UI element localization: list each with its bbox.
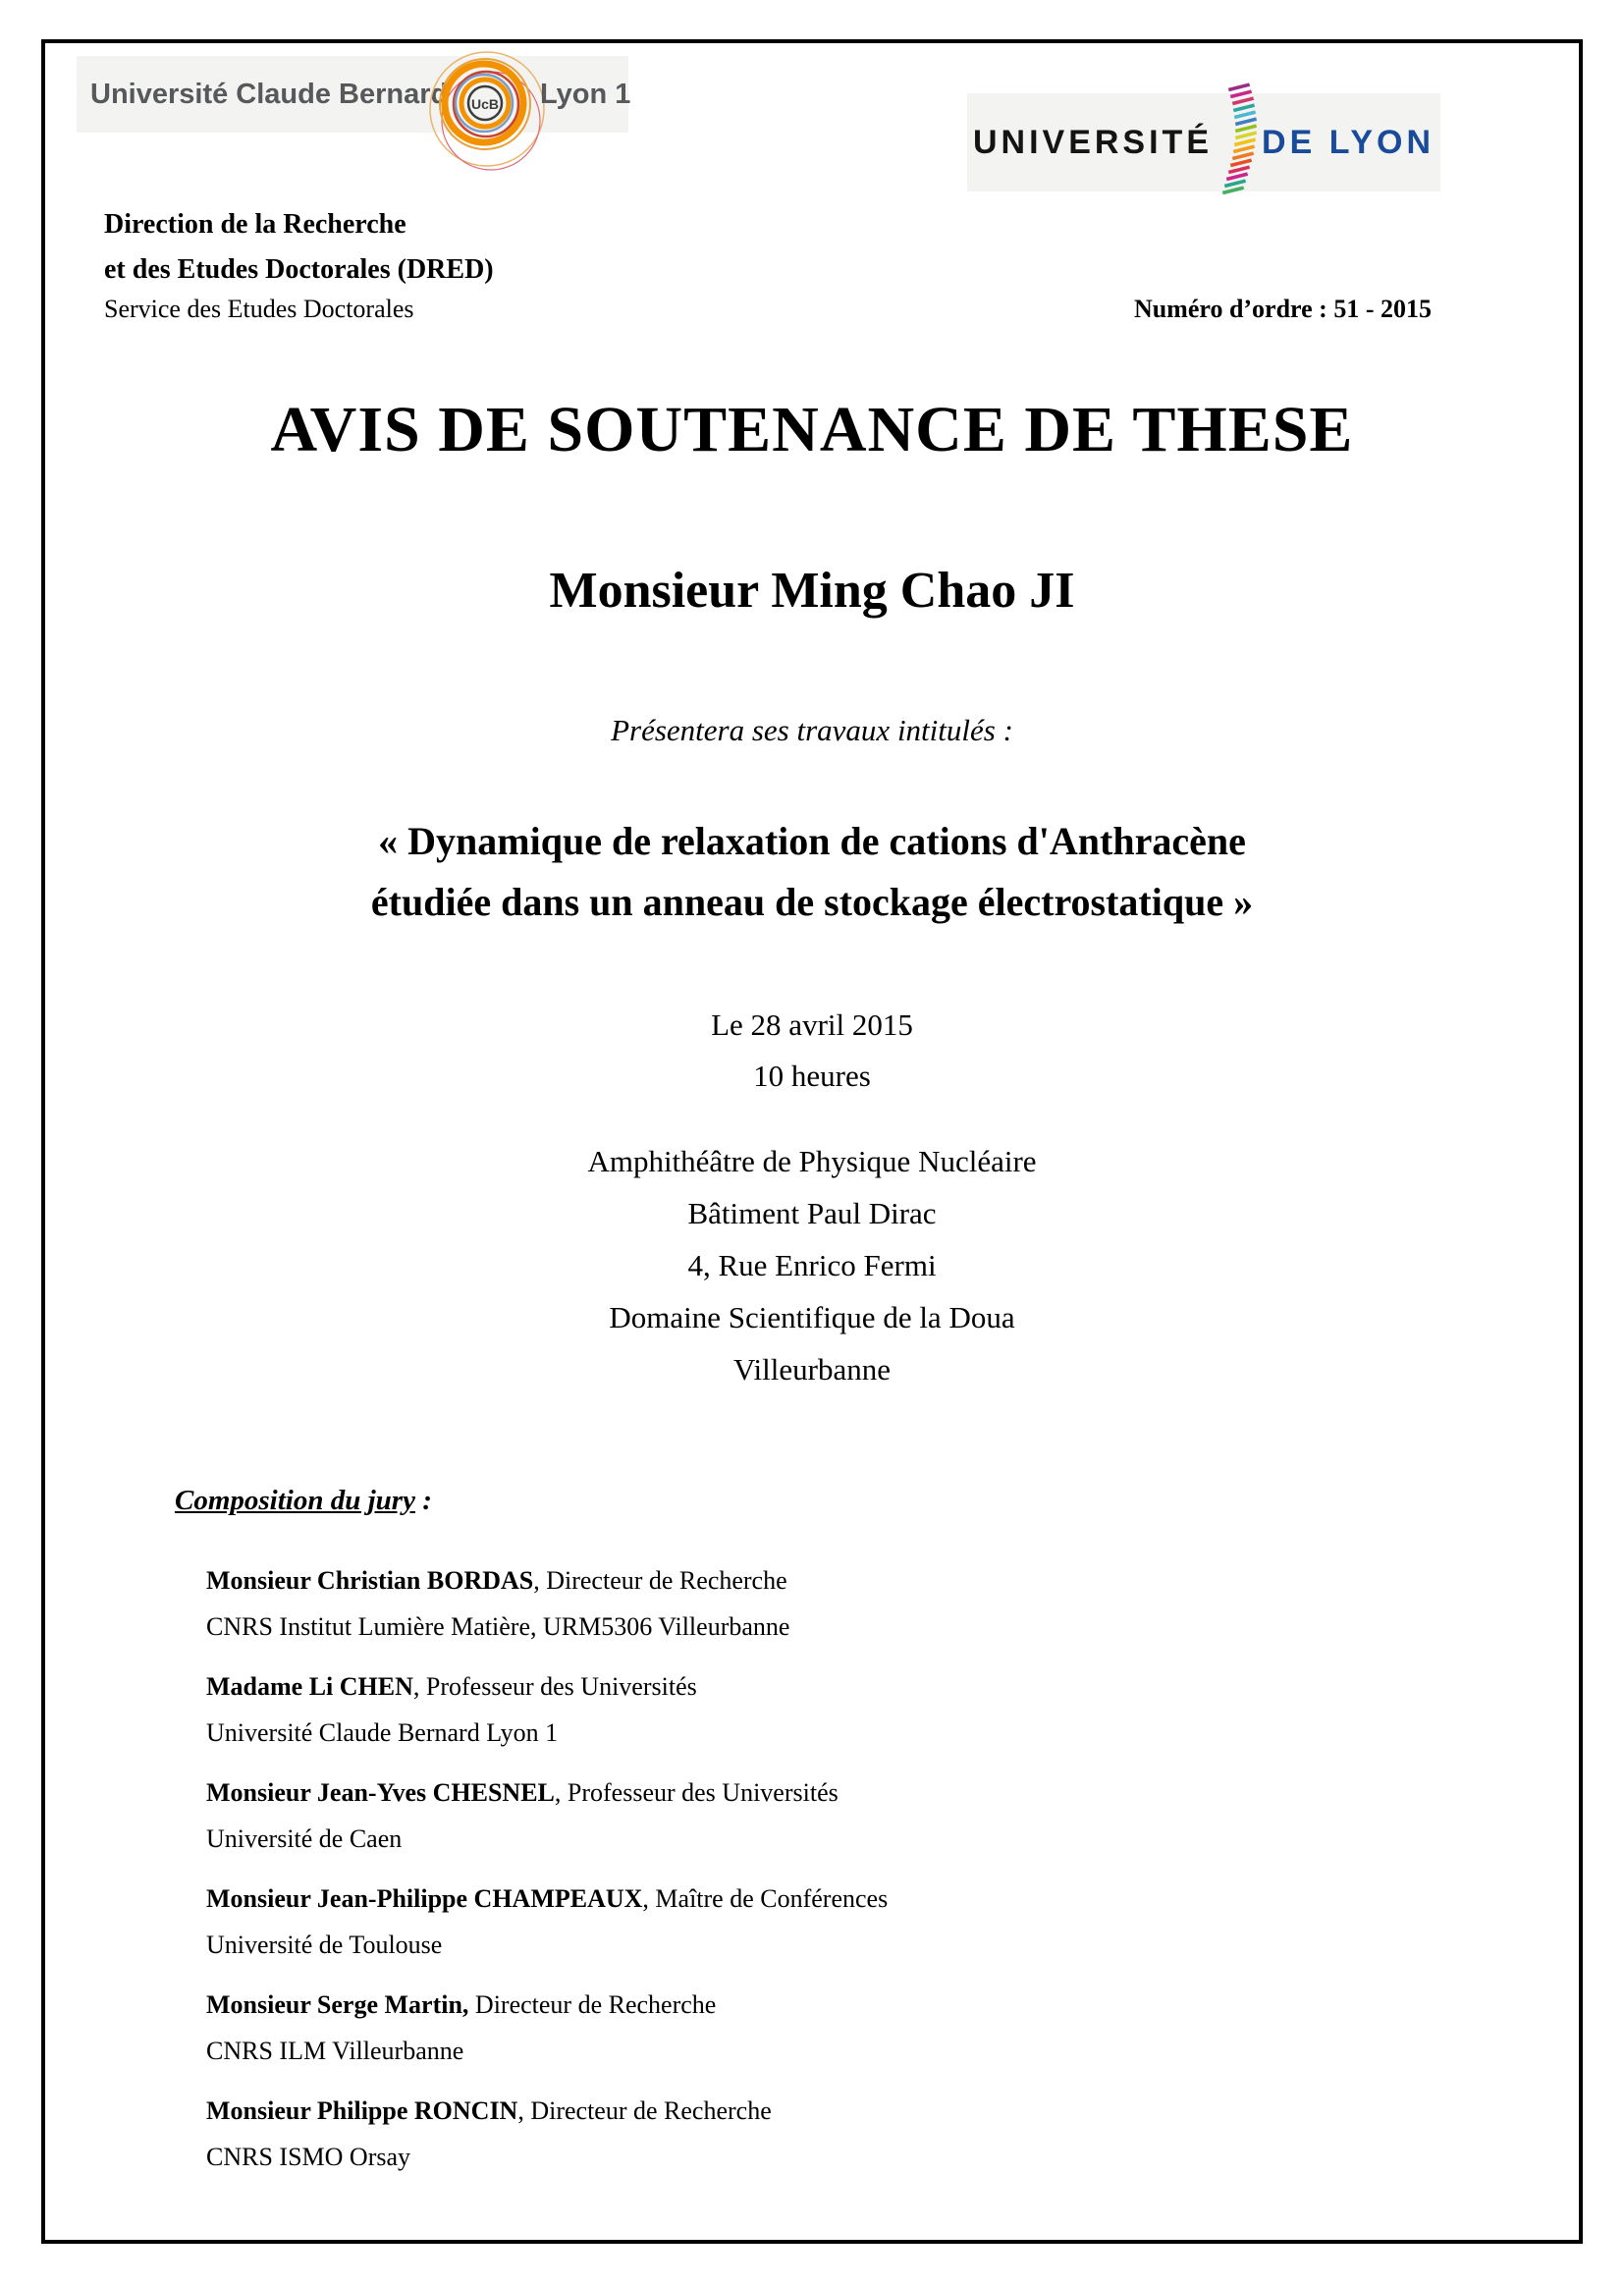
order-number: Numéro d’ordre : 51 - 2015 xyxy=(1133,295,1432,323)
jury-member-name: Monsieur Jean-Yves CHESNEL xyxy=(206,1778,555,1807)
service-row xyxy=(104,295,1432,324)
jury-member-title-line xyxy=(206,1663,888,1710)
ucbl-rings-monogram: UcB xyxy=(470,96,500,112)
jury-member-role: , Professeur des Universités xyxy=(412,1672,697,1701)
intro-line: Présentera ses travaux intitulés : xyxy=(611,713,1013,747)
jury-member-title-line xyxy=(206,2088,888,2134)
defense-time: 10 heures xyxy=(753,1059,871,1093)
udl-spine-icon xyxy=(1215,93,1254,191)
jury-member-name: Monsieur Philippe RONCIN xyxy=(206,2096,518,2125)
jury-member-affiliation: CNRS ISMO Orsay xyxy=(206,2143,411,2171)
location-line: Domaine Scientifique de la Doua xyxy=(609,1300,1015,1334)
jury-heading-text: Composition du jury xyxy=(175,1485,415,1516)
jury-member-title-line xyxy=(206,1876,888,1922)
jury-member-affiliation: CNRS ILM Villeurbanne xyxy=(206,2037,464,2065)
jury-member-role: , Directeur de Recherche xyxy=(533,1566,787,1595)
document-title: AVIS DE SOUTENANCE DE THESE xyxy=(270,394,1354,465)
jury-list xyxy=(206,1557,888,2194)
jury-member-title-line xyxy=(206,1769,888,1816)
ucbl-logo-text-right: Lyon 1 xyxy=(540,79,631,110)
jury-member xyxy=(206,1769,888,1862)
defense-location xyxy=(45,1135,1579,1395)
jury-member-role: , Professeur des Universités xyxy=(554,1778,839,1807)
location-line: Amphithéâtre de Physique Nucléaire xyxy=(587,1144,1037,1178)
location-line: Bâtiment Paul Dirac xyxy=(687,1196,937,1230)
jury-member-affiliation: Université de Toulouse xyxy=(206,1931,443,1959)
jury-member-name: Monsieur Serge Martin, xyxy=(206,1990,469,2019)
jury-member xyxy=(206,1876,888,1968)
jury-member-role: Directeur de Recherche xyxy=(468,1990,717,2019)
jury-member-affiliation: CNRS Institut Lumière Matière, URM5306 Villeurbanne xyxy=(206,1612,790,1641)
jury-member-name: Monsieur Jean-Philippe CHAMPEAUX xyxy=(206,1884,643,1913)
jury-member-title-line xyxy=(206,1982,888,2028)
jury-member-role: , Maître de Conférences xyxy=(642,1884,889,1913)
thesis-title xyxy=(45,811,1579,933)
direction-line1: Direction de la Recherche xyxy=(104,209,406,240)
jury-member xyxy=(206,1557,888,1650)
udl-logo-text-blue: DE LYON xyxy=(1262,123,1435,161)
location-line: Villeurbanne xyxy=(733,1352,891,1387)
jury-heading xyxy=(175,1485,432,1517)
ucbl-logo xyxy=(77,56,631,133)
defense-date: Le 28 avril 2015 xyxy=(711,1007,913,1042)
jury-member xyxy=(206,1982,888,2074)
jury-heading-colon: : xyxy=(414,1485,432,1516)
direction-block xyxy=(104,202,494,293)
jury-member-name: Madame Li CHEN xyxy=(206,1672,413,1701)
defense-datetime xyxy=(45,1000,1579,1102)
thesis-title-line2: étudiée dans un anneau de stockage électrostatique » xyxy=(370,880,1254,924)
udl-logo-text-black: UNIVERSITÉ xyxy=(972,123,1214,161)
jury-member-role: , Directeur de Recherche xyxy=(517,2096,772,2125)
udl-logo xyxy=(967,93,1440,191)
direction-line2: et des Etudes Doctorales (DRED) xyxy=(104,254,494,285)
service-label: Service des Etudes Doctorales xyxy=(104,295,414,323)
ucbl-logo-text-left: Université Claude Bernard xyxy=(90,79,449,110)
candidate-name: Monsieur Ming Chao JI xyxy=(549,563,1075,619)
jury-member-name: Monsieur Christian BORDAS xyxy=(206,1566,534,1595)
jury-member-affiliation: Université Claude Bernard Lyon 1 xyxy=(206,1718,559,1747)
thesis-title-line1: « Dynamique de relaxation de cations d'Anthracène xyxy=(378,819,1246,863)
jury-member-affiliation: Université de Caen xyxy=(206,1824,403,1853)
jury-member xyxy=(206,1663,888,1756)
location-line: 4, Rue Enrico Fermi xyxy=(687,1248,937,1282)
jury-member xyxy=(206,2088,888,2180)
jury-member-title-line xyxy=(206,1557,888,1604)
ucbl-rings-icon xyxy=(422,42,550,170)
